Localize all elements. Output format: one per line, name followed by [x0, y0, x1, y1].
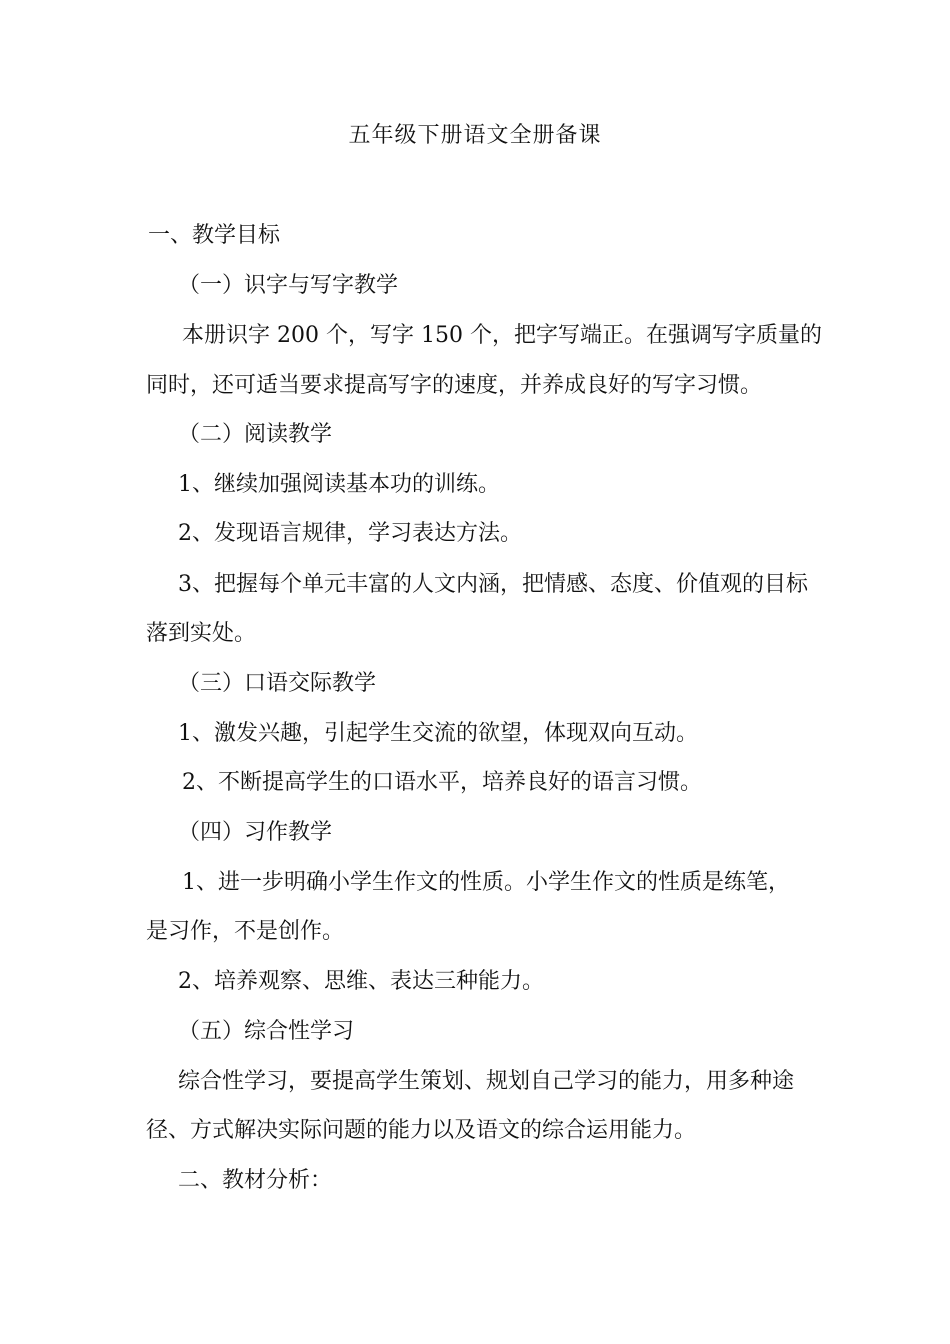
- subheading-writing: （四）习作教学: [178, 820, 333, 845]
- list-item-writing-2: 2、培养观察、思维、表达三种能力。: [178, 969, 544, 994]
- paragraph-literacy-line1: 本册识字 200 个，写字 150 个，把字写端正。在强调写字质量的: [182, 323, 822, 348]
- list-item-reading-3-line1: 3、把握每个单元丰富的人文内涵，把情感、态度、价值观的目标: [178, 572, 808, 597]
- list-item-writing-1-line1: 1、进一步明确小学生作文的性质。小学生作文的性质是练笔，: [182, 870, 790, 895]
- document-title: 五年级下册语文全册备课: [348, 123, 602, 148]
- section-heading-teaching-goals: 一、教学目标: [148, 223, 281, 248]
- list-item-reading-1: 1、继续加强阅读基本功的训练。: [178, 472, 500, 497]
- subheading-reading: （二）阅读教学: [178, 422, 333, 447]
- paragraph-comprehensive-line1: 综合性学习，要提高学生策划、规划自己学习的能力，用多种途: [178, 1069, 795, 1094]
- list-item-oral-1: 1、激发兴趣，引起学生交流的欲望，体现双向互动。: [178, 721, 698, 746]
- section-heading-material-analysis: 二、教材分析：: [178, 1168, 333, 1193]
- list-item-reading-3-line2: 落到实处。: [146, 621, 257, 646]
- list-item-reading-2: 2、发现语言规律，学习表达方法。: [178, 521, 522, 546]
- list-item-writing-1-line2: 是习作，不是创作。: [146, 919, 345, 944]
- subheading-oral: （三）口语交际教学: [178, 671, 377, 696]
- subheading-literacy: （一）识字与写字教学: [178, 273, 399, 298]
- list-item-oral-2: 2、不断提高学生的口语水平，培养良好的语言习惯。: [182, 770, 702, 795]
- subheading-comprehensive: （五）综合性学习: [178, 1019, 355, 1044]
- paragraph-literacy-line2: 同时，还可适当要求提高写字的速度，并养成良好的写字习惯。: [146, 373, 763, 398]
- paragraph-comprehensive-line2: 径、方式解决实际问题的能力以及语文的综合运用能力。: [146, 1118, 697, 1143]
